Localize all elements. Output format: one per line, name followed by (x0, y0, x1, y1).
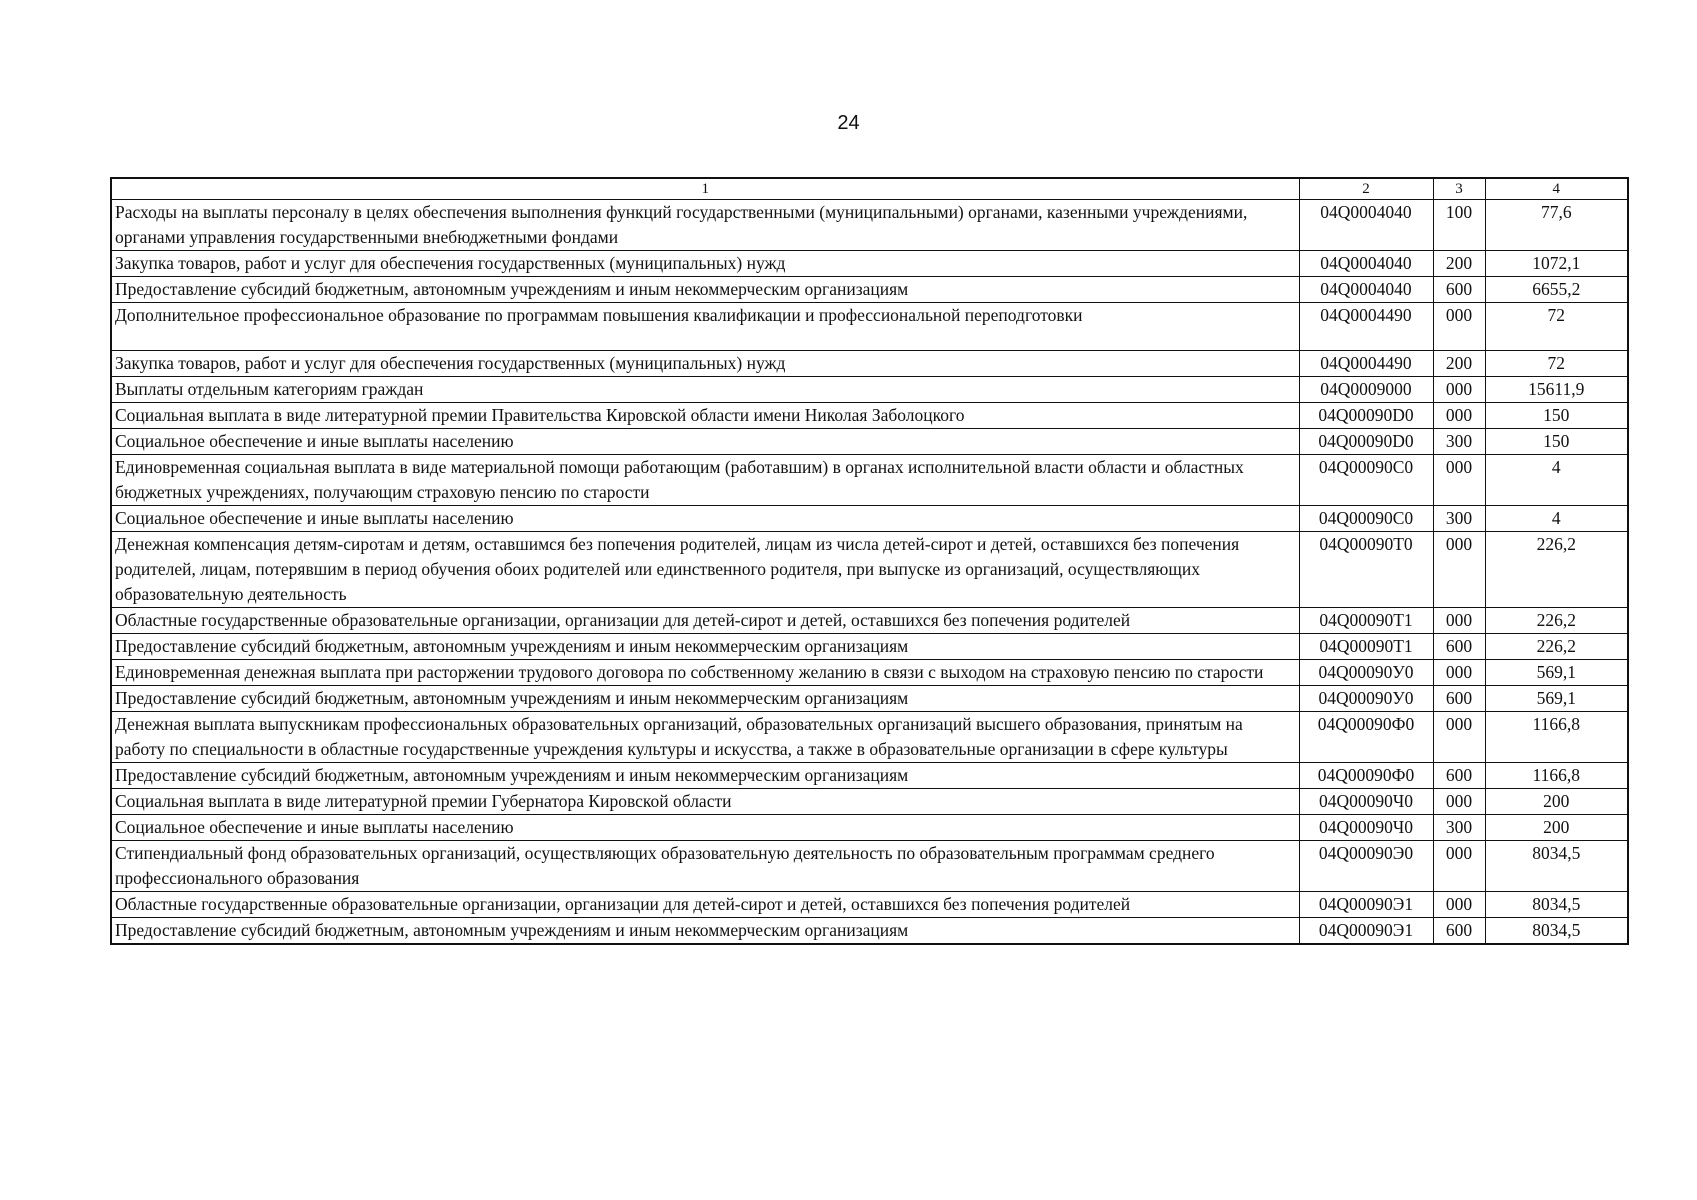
expense-name-cell: Единовременная социальная выплата в виде материальной помощи работающим (работавшим) в органах исполнительной власти области и областных бюджетных учреждениях, получающим страховую пенсию по старости (111, 455, 1299, 506)
expense-type-cell: 000 (1433, 403, 1485, 429)
amount-cell: 150 (1485, 429, 1628, 455)
expense-type-cell: 600 (1433, 686, 1485, 712)
amount-cell: 226,2 (1485, 608, 1628, 634)
amount-cell: 15611,9 (1485, 377, 1628, 403)
target-code-cell: 04Q00090T1 (1299, 634, 1433, 660)
table-row (111, 506, 1628, 532)
expense-type-cell: 300 (1433, 506, 1485, 532)
target-code-cell: 04Q00090Э1 (1299, 892, 1433, 918)
table-row (111, 200, 1628, 251)
table-row (111, 277, 1628, 303)
table-row (111, 403, 1628, 429)
amount-cell: 8034,5 (1485, 892, 1628, 918)
expense-type-cell: 000 (1433, 377, 1485, 403)
expense-type-cell: 600 (1433, 277, 1485, 303)
expense-name-cell: Предоставление субсидий бюджетным, автономным учреждениям и иным некоммерческим организациям (111, 277, 1299, 303)
expense-type-cell: 000 (1433, 892, 1485, 918)
expense-type-cell: 300 (1433, 429, 1485, 455)
expense-type-cell: 000 (1433, 712, 1485, 763)
table-header-row (111, 178, 1628, 200)
target-code-cell: 04Q00090D0 (1299, 429, 1433, 455)
table-row (111, 455, 1628, 506)
expense-name-cell: Социальное обеспечение и иные выплаты населению (111, 429, 1299, 455)
expense-name-cell: Социальная выплата в виде литературной премии Губернатора Кировской области (111, 789, 1299, 815)
expense-type-cell: 200 (1433, 251, 1485, 277)
target-code-cell: 04Q00090Э1 (1299, 918, 1433, 945)
expense-type-cell: 200 (1433, 351, 1485, 377)
table-row (111, 918, 1628, 945)
amount-cell: 72 (1485, 351, 1628, 377)
page-number: 24 (837, 112, 860, 134)
table-row (111, 841, 1628, 892)
amount-cell: 1166,8 (1485, 763, 1628, 789)
expense-name-cell: Предоставление субсидий бюджетным, автономным учреждениям и иным некоммерческим организациям (111, 918, 1299, 945)
expense-name-cell: Предоставление субсидий бюджетным, автономным учреждениям и иным некоммерческим организациям (111, 686, 1299, 712)
table-row (111, 712, 1628, 763)
target-code-cell: 04Q0004040 (1299, 251, 1433, 277)
expense-type-cell: 100 (1433, 200, 1485, 251)
expense-name-cell: Предоставление субсидий бюджетным, автономным учреждениям и иным некоммерческим организациям (111, 634, 1299, 660)
target-code-cell: 04Q00090У0 (1299, 660, 1433, 686)
target-code-cell: 04Q0004490 (1299, 351, 1433, 377)
expense-name-cell: Социальная выплата в виде литературной премии Правительства Кировской области имени Николая Заболоцкого (111, 403, 1299, 429)
budget-table (110, 177, 1629, 945)
table-row (111, 608, 1628, 634)
table-row (111, 892, 1628, 918)
table-row (111, 377, 1628, 403)
expense-name-cell: Выплаты отдельным категориям граждан (111, 377, 1299, 403)
amount-cell: 4 (1485, 506, 1628, 532)
column-header-4: 4 (1485, 178, 1628, 200)
expense-name-cell: Закупка товаров, работ и услуг для обеспечения государственных (муниципальных) нужд (111, 251, 1299, 277)
target-code-cell: 04Q0009000 (1299, 377, 1433, 403)
column-header-2: 2 (1299, 178, 1433, 200)
amount-cell: 1072,1 (1485, 251, 1628, 277)
target-code-cell: 04Q00090Ч0 (1299, 815, 1433, 841)
expense-name-cell: Предоставление субсидий бюджетным, автономным учреждениям и иным некоммерческим организациям (111, 763, 1299, 789)
target-code-cell: 04Q00090T0 (1299, 532, 1433, 608)
expense-name-cell: Денежная компенсация детям-сиротам и детям, оставшимся без попечения родителей, лицам из числа детей-сирот и детей, оставшихся без попечения родителей, лицам, потерявшим в период обучения обоих родителей или единственного родителя, при выпуске из организаций, осуществляющих образовательную деятельность (111, 532, 1299, 608)
table-row (111, 634, 1628, 660)
table-row (111, 351, 1628, 377)
expense-type-cell: 000 (1433, 660, 1485, 686)
expense-name-cell: Областные государственные образовательные организации, организации для детей-сирот и детей, оставшихся без попечения родителей (111, 892, 1299, 918)
amount-cell: 569,1 (1485, 660, 1628, 686)
expense-type-cell: 000 (1433, 841, 1485, 892)
target-code-cell: 04Q00090T1 (1299, 608, 1433, 634)
target-code-cell: 04Q00090Э0 (1299, 841, 1433, 892)
table-row (111, 303, 1628, 351)
target-code-cell: 04Q00090Ч0 (1299, 789, 1433, 815)
expense-name-cell: Стипендиальный фонд образовательных организаций, осуществляющих образовательную деятельность по образовательным программам среднего профессионального образования (111, 841, 1299, 892)
expense-name-cell: Единовременная денежная выплата при расторжении трудового договора по собственному желанию в связи с выходом на страховую пенсию по старости (111, 660, 1299, 686)
expense-type-cell: 600 (1433, 918, 1485, 945)
expense-name-cell: Расходы на выплаты персоналу в целях обеспечения выполнения функций государственными (муниципальными) органами, казенными учреждениями, органами управления государственными внебюджетными фондами (111, 200, 1299, 251)
amount-cell: 1166,8 (1485, 712, 1628, 763)
expense-name-cell: Социальное обеспечение и иные выплаты населению (111, 506, 1299, 532)
column-header-3: 3 (1433, 178, 1485, 200)
expense-type-cell: 000 (1433, 532, 1485, 608)
expense-type-cell: 000 (1433, 789, 1485, 815)
amount-cell: 200 (1485, 815, 1628, 841)
expense-type-cell: 300 (1433, 815, 1485, 841)
column-header-1: 1 (111, 178, 1299, 200)
target-code-cell: 04Q0004490 (1299, 303, 1433, 351)
amount-cell: 77,6 (1485, 200, 1628, 251)
expense-type-cell: 000 (1433, 303, 1485, 351)
table-row (111, 763, 1628, 789)
amount-cell: 4 (1485, 455, 1628, 506)
expense-name-cell: Областные государственные образовательные организации, организации для детей-сирот и детей, оставшихся без попечения родителей (111, 608, 1299, 634)
table-row (111, 686, 1628, 712)
target-code-cell: 04Q00090C0 (1299, 506, 1433, 532)
target-code-cell: 04Q00090D0 (1299, 403, 1433, 429)
amount-cell: 226,2 (1485, 634, 1628, 660)
target-code-cell: 04Q00090У0 (1299, 686, 1433, 712)
target-code-cell: 04Q00090C0 (1299, 455, 1433, 506)
amount-cell: 200 (1485, 789, 1628, 815)
target-code-cell: 04Q0004040 (1299, 200, 1433, 251)
target-code-cell: 04Q0004040 (1299, 277, 1433, 303)
target-code-cell: 04Q00090Ф0 (1299, 712, 1433, 763)
expense-name-cell: Денежная выплата выпускникам профессиональных образовательных организаций, образовательных организаций высшего образования, принятым на работу по специальности в областные государственные учреждения культуры и искусства, а также в образовательные организации в сфере культуры (111, 712, 1299, 763)
amount-cell: 8034,5 (1485, 918, 1628, 945)
table-row (111, 532, 1628, 608)
amount-cell: 8034,5 (1485, 841, 1628, 892)
expense-type-cell: 000 (1433, 455, 1485, 506)
table-row (111, 251, 1628, 277)
amount-cell: 150 (1485, 403, 1628, 429)
table-row (111, 660, 1628, 686)
amount-cell: 569,1 (1485, 686, 1628, 712)
amount-cell: 6655,2 (1485, 277, 1628, 303)
table-row (111, 789, 1628, 815)
expense-name-cell: Социальное обеспечение и иные выплаты населению (111, 815, 1299, 841)
expense-name-cell: Дополнительное профессиональное образование по программам повышения квалификации и профессиональной переподготовки (111, 303, 1299, 351)
amount-cell: 226,2 (1485, 532, 1628, 608)
target-code-cell: 04Q00090Ф0 (1299, 763, 1433, 789)
table-row (111, 815, 1628, 841)
expense-type-cell: 600 (1433, 634, 1485, 660)
amount-cell: 72 (1485, 303, 1628, 351)
expense-name-cell: Закупка товаров, работ и услуг для обеспечения государственных (муниципальных) нужд (111, 351, 1299, 377)
expense-type-cell: 000 (1433, 608, 1485, 634)
expense-type-cell: 600 (1433, 763, 1485, 789)
table-row (111, 429, 1628, 455)
